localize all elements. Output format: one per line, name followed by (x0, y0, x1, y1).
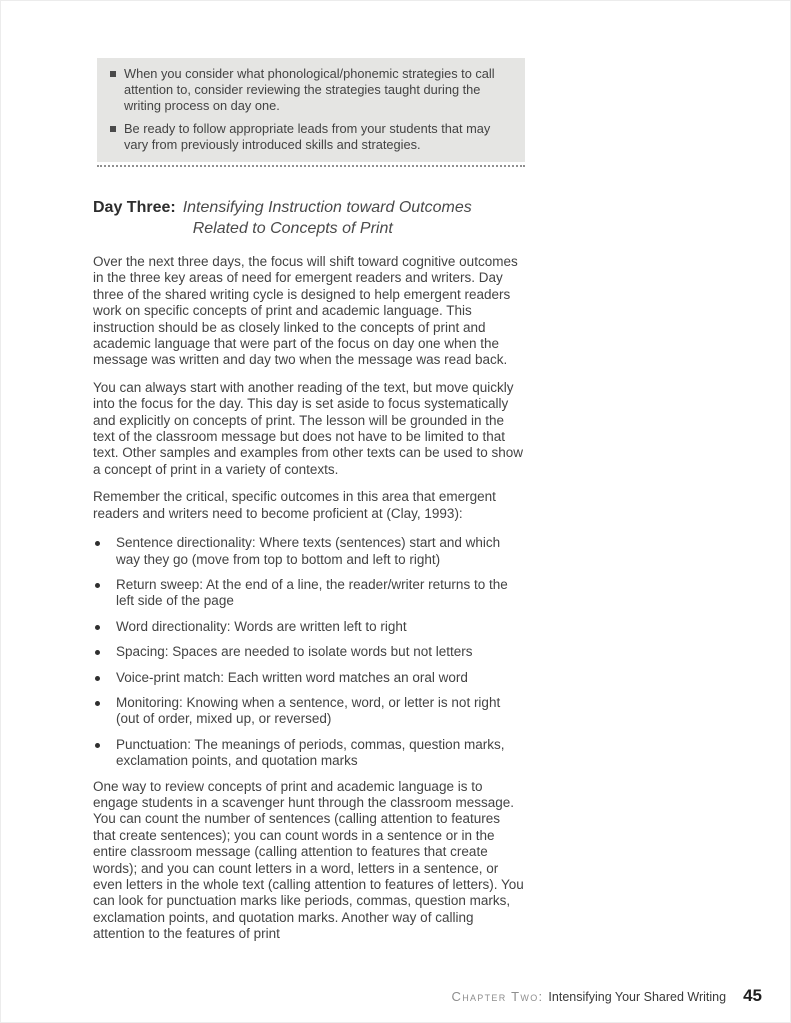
callout-item-text: Be ready to follow appropriate leads from your students that may vary from previously introduced skills and strategies. (124, 120, 491, 152)
list-item (93, 644, 525, 660)
section-heading-title-line2: Related to Concepts of Print (192, 220, 393, 238)
list-item-text: Monitoring: Knowing when a sentence, word, or letter is not right (out of order, mixed up, or reversed) (116, 694, 501, 727)
callout-item (110, 66, 509, 115)
paragraph-3: Remember the critical, specific outcomes in this area that emergent readers and writers need to become proficient at (Clay, 1993): (93, 489, 496, 521)
body-copy (93, 254, 525, 943)
callout-box (97, 58, 525, 162)
list-item (93, 577, 525, 610)
bullet-icon (95, 701, 100, 706)
list-item-text: Punctuation: The meanings of periods, commas, question marks, exclamation points, and quotation marks (116, 736, 505, 769)
callout-list (110, 66, 509, 153)
bullet-icon (95, 583, 100, 588)
square-bullet-icon (110, 126, 116, 132)
bullet-icon (95, 541, 100, 546)
paragraph-4: One way to review concepts of print and academic language is to engage students in a scavenger hunt through the classroom message. You can count the number of sentences (calling attention to features that create sentences); you can count words in a sentence or in the entire classroom message (calling attention to features that create words); and you can count letters in a word, letters in a sentence, or even letters in the whole text (calling attention to features of letters). You can look for punctuation marks like periods, commas, question marks, exclamation points, and quotation marks. Another way of calling attention to the features of print (93, 778, 524, 942)
page-number: 45 (743, 986, 762, 1005)
dotted-divider (97, 162, 525, 167)
list-item-text: Sentence directionality: Where texts (sentences) start and which way they go (move from top to bottom and left to right) (116, 535, 501, 567)
callout-item (110, 121, 509, 153)
bullet-icon (95, 625, 100, 630)
chapter-label: Chapter Two: (451, 989, 544, 1004)
chapter-title: Intensifying Your Shared Writing (548, 990, 727, 1004)
list-item-text: Word directionality: Words are written left to right (116, 618, 407, 634)
list-item (93, 535, 525, 568)
list-item (93, 619, 525, 635)
list-item-text: Spacing: Spaces are needed to isolate words but not letters (116, 644, 473, 660)
page-footer (452, 986, 763, 1006)
outcomes-bullet-list (93, 535, 525, 769)
section-heading-title-line1: Intensifying Instruction toward Outcomes (182, 199, 472, 217)
callout-item-text: When you consider what phonological/phonemic strategies to call attention to, consider reviewing the strategies taught during the writing process on day one. (124, 66, 495, 114)
bullet-icon (95, 743, 100, 748)
section-heading-title (183, 197, 472, 239)
list-item (93, 737, 525, 770)
bullet-icon (95, 676, 100, 681)
section-heading-label: Day Three: (93, 199, 176, 217)
section-heading (93, 197, 533, 239)
list-item-text: Return sweep: At the end of a line, the reader/writer returns to the left side of the page (116, 576, 508, 609)
bullet-icon (95, 650, 100, 655)
paragraph-2: You can always start with another reading of the text, but move quickly into the focus for the day. This day is set aside to focus systematically and explicitly on concepts of print. The lesson will be grounded in the text of the classroom message but does not have to be limited to that text. Other samples and examples from other texts can be used to show a concept of print in a variety of contexts. (93, 379, 523, 477)
list-item-text: Voice-print match: Each written word matches an oral word (116, 669, 468, 685)
square-bullet-icon (110, 71, 116, 77)
list-item (93, 670, 525, 686)
list-item (93, 695, 525, 728)
paragraph-1: Over the next three days, the focus will shift toward cognitive outcomes in the three key areas of need for emergent readers and writers. Day three of the shared writing cycle is designed to help emergent readers work on specific concepts of print and academic language. This instruction should be as closely linked to the concepts of print and academic language that were part of the focus on day one when the message was written and day two when the message was read back. (93, 254, 518, 368)
